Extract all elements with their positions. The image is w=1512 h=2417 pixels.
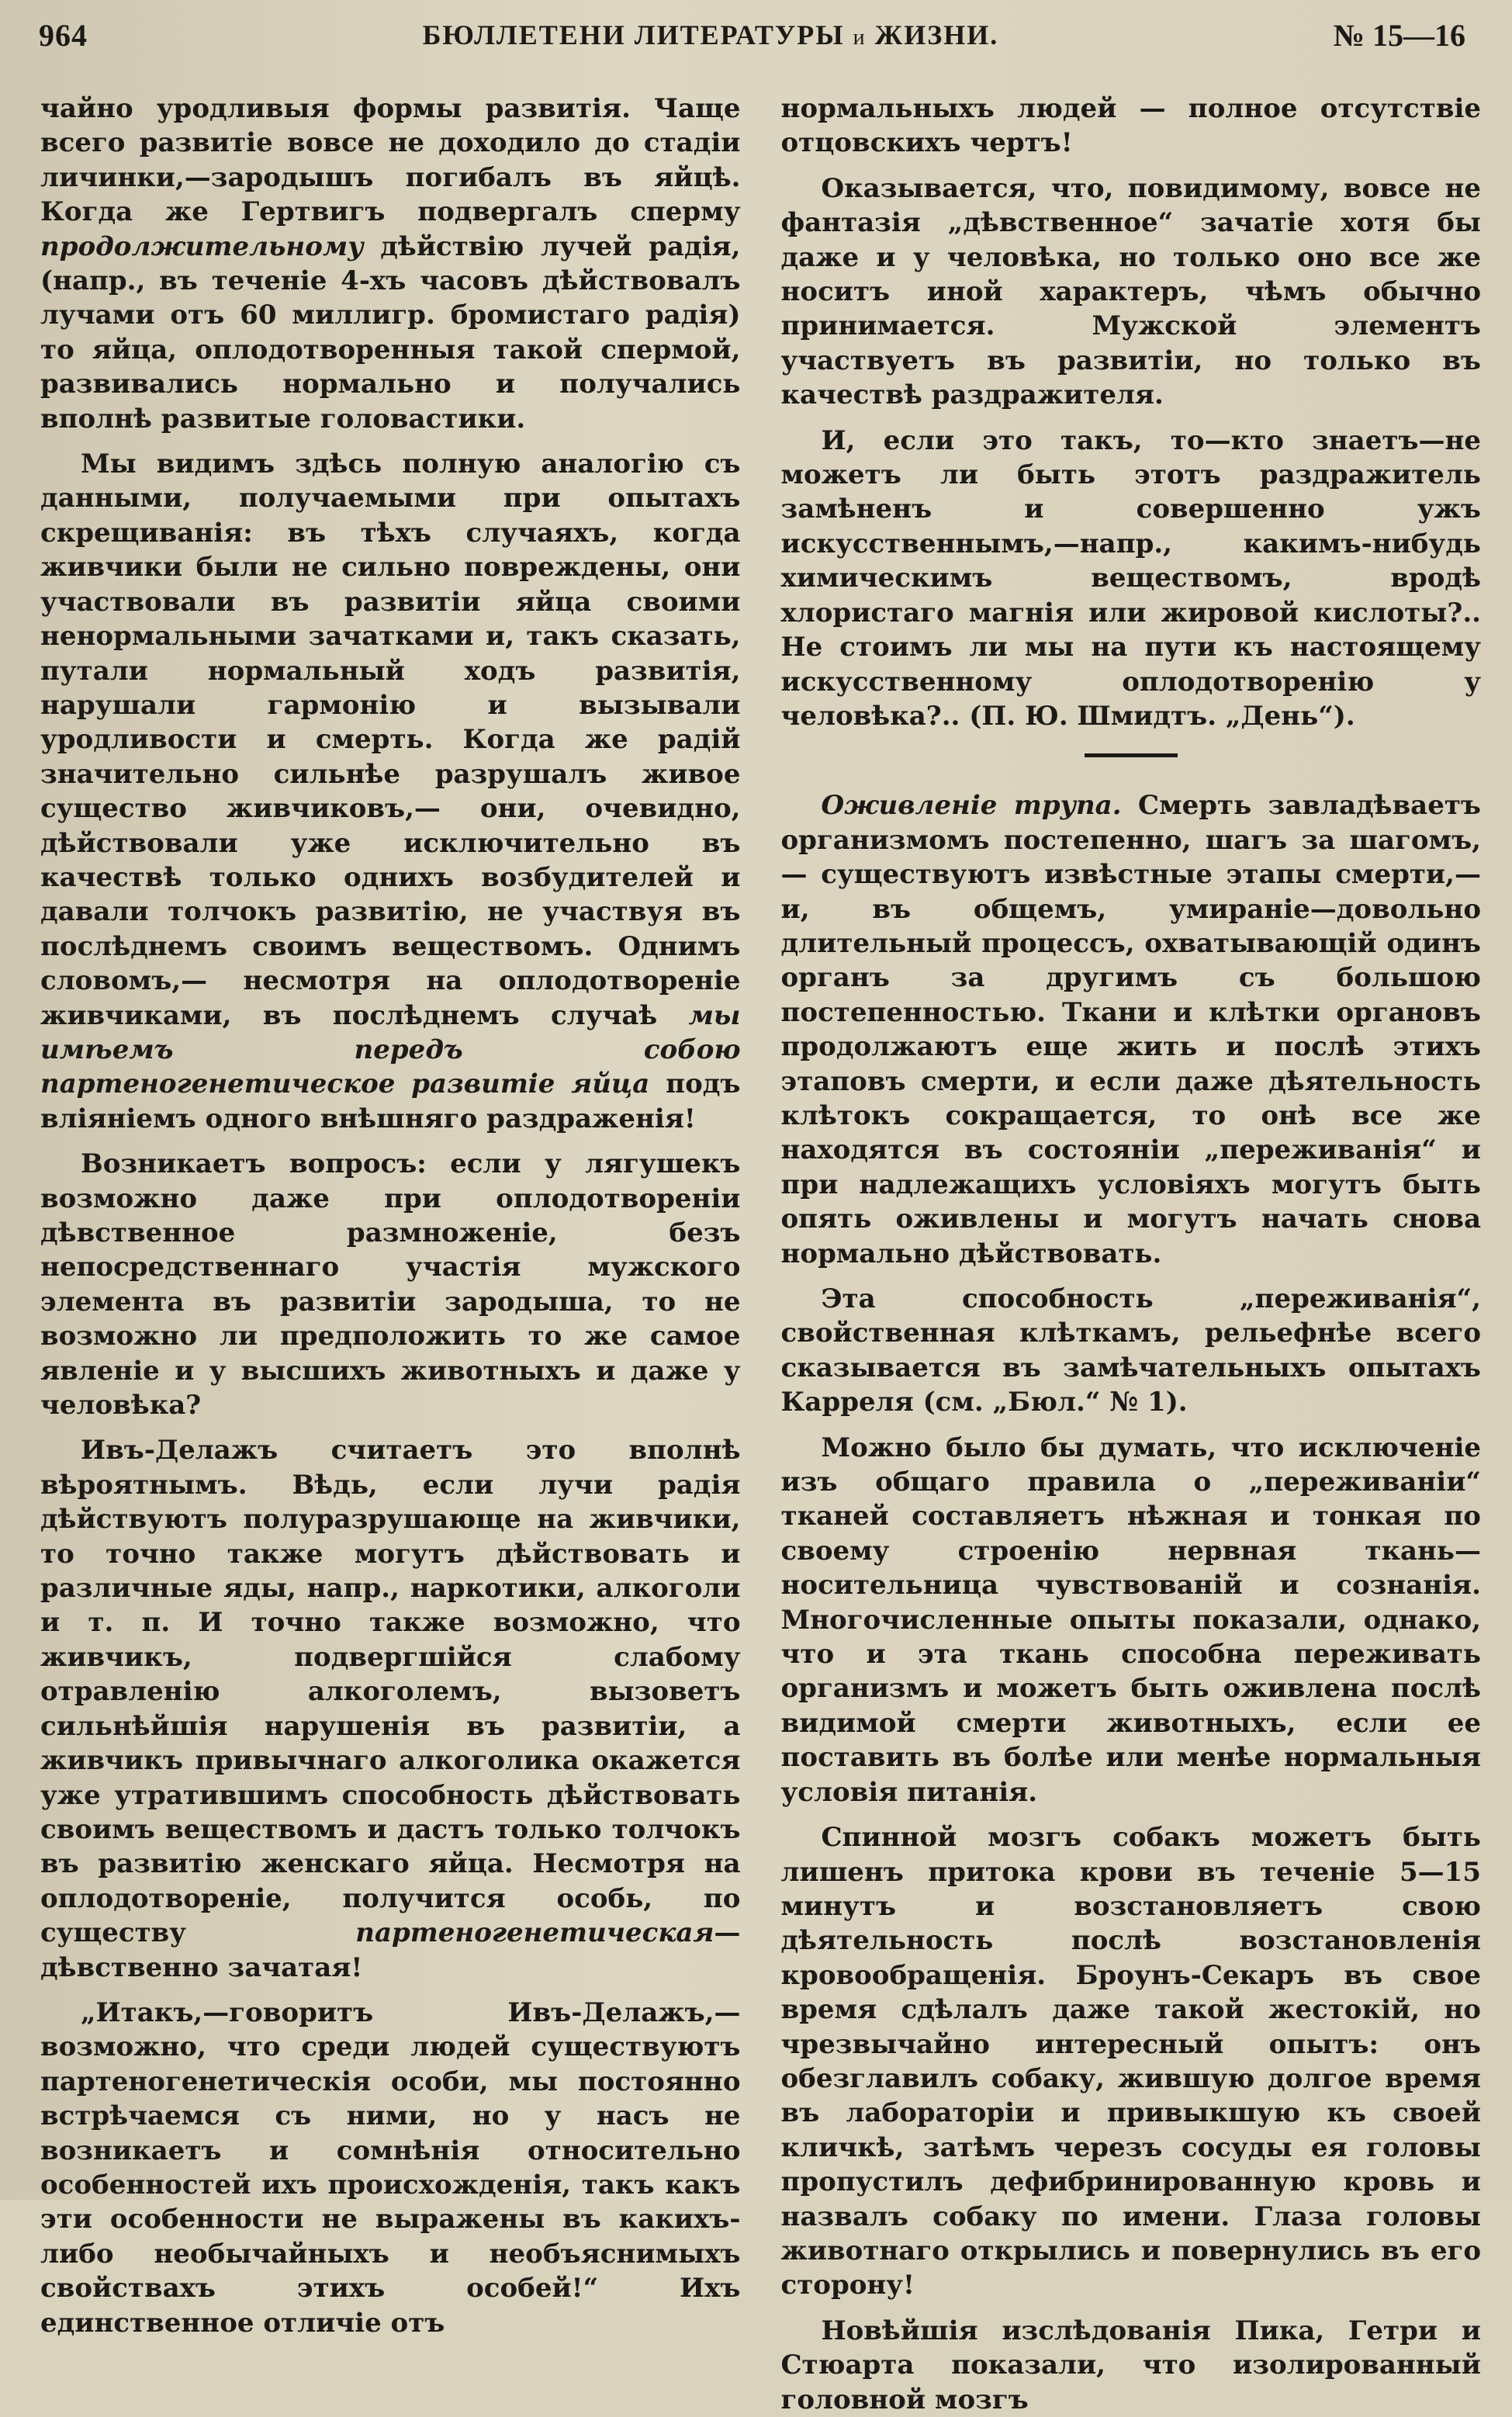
right-paragraph-2: Оказывается, что, повидимому, вовсе не фантазія „дѣвственное“ зачатіе хотя бы даже и у человѣка, но только оно все же носитъ иной характеръ, чѣмъ обычно принимается. Мужской элементъ участвуетъ въ развитіи, но только въ качествѣ раздражителя. bbox=[780, 172, 1481, 411]
text-columns bbox=[40, 92, 1481, 2415]
left-paragraph-2 bbox=[40, 447, 741, 1136]
left-p1-text: чайно уродливыя формы развитія. Чаще всего развитіе вовсе не доходило до стадіи личинки,—зародышъ погибалъ въ яйцѣ. Когда же Гертвигъ подвергалъ сперму bbox=[40, 93, 741, 228]
right-p4-text: Смерть завладѣваетъ организмомъ постепенно, шагъ за шагомъ,— существуютъ извѣстные этапы смерти,—и, въ общемъ, умираніе—довольно длительный процессъ, охватывающій одинъ органъ за другимъ съ большою постепенностью. Ткани и клѣтки органовъ продолжаютъ еще жить и послѣ этихъ этаповъ смерти, и если даже дѣятельность клѣтокъ сокращается, то онѣ все же находятся въ состояніи „переживанія“ и при надлежащихъ условіяхъ могутъ быть опять оживлены и могутъ начать снова нормально дѣйствовать. bbox=[780, 790, 1481, 1269]
left-p1-emphasis: продолжительному bbox=[40, 230, 364, 262]
issue-number: № 15—16 bbox=[1333, 17, 1465, 53]
left-p1-text-end: дѣйствію лучей радія, (напр., въ теченіе 4-хъ часовъ дѣйствовалъ лучами отъ 60 миллигр. бромистаго радія) то яйца, оплодотворенныя такой спермой, развивались нормально и получались вполнѣ развитые головастики. bbox=[40, 230, 741, 435]
right-paragraph-8: Новѣйшія изслѣдованія Пика, Гетри и Стюарта показали, что изолированный головной мозгъ bbox=[780, 2315, 1481, 2415]
left-p4-text: Ивъ-Делажъ считаетъ это вполнѣ вѣроятнымъ. Вѣдь, если лучи радія дѣйствуютъ полуразрушающе на живчики, то точно также могутъ дѣйствовать и различные яды, напр., наркотики, алкоголи и т. п. И точно также возможно, что живчикъ, подвергшійся слабому отравленію алкоголемъ, вызоветъ сильнѣйшія нарушенія въ развитіи, а живчикъ привычнаго алкоголика окажется уже утратившимъ способность дѣйствовать своимъ веществомъ и дастъ только толчокъ въ развитію женскаго яйца. Несмотря на оплодотвореніе, получится особь, по существу bbox=[40, 1435, 741, 1949]
right-paragraph-1: нормальныхъ людей — полное отсутствіе отцовскихъ чертъ! bbox=[780, 93, 1481, 159]
left-p4-emphasis: партеногенетическая bbox=[355, 1917, 714, 1949]
right-paragraph-4 bbox=[781, 788, 1482, 1271]
left-column bbox=[40, 92, 741, 2339]
page-header bbox=[39, 8, 1465, 62]
section-heading-revival: Оживленіе трупа. bbox=[821, 790, 1122, 822]
right-paragraph-7: Спинной мозгъ собакъ можетъ быть лишенъ притока крови въ теченіе 5—15 минутъ и возстановляетъ свою дѣятельность послѣ возстановленія кровообращенія. Броунъ-Секаръ въ свое время сдѣлалъ даже такой жестокій, но чрезвычайно интересный опытъ: онъ обезглавилъ собаку, жившую долгое время въ лабораторіи и привыкшую къ своей кличкѣ, затѣмъ черезъ сосуды ея головы пропустилъ дефибринированную кровь и назвалъ собаку по имени. Глаза головы животнаго открылись и повернулись въ его сторону! bbox=[780, 1822, 1481, 2301]
right-column bbox=[780, 92, 1482, 2415]
right-paragraph-3: И, если это такъ, то—кто знаетъ—не можетъ ли быть этотъ раздражитель замѣненъ и совершенно ужъ искусственнымъ,—напр., какимъ-нибудь химическимъ веществомъ, вродѣ хлористаго магнія или жировой кислоты?.. Не стоимъ ли мы на пути къ настоящему искусственному оплодотворенію у человѣка?.. (П. Ю. Шмидтъ. „День“). bbox=[780, 424, 1481, 732]
running-title-main: БЮЛЛЕТЕНИ ЛИТЕРАТУРЫ bbox=[422, 19, 845, 50]
page-number: 964 bbox=[39, 17, 88, 53]
left-paragraph-4 bbox=[40, 1433, 741, 1985]
left-paragraph-1 bbox=[40, 92, 741, 436]
left-p2-text-end: подъ вліяніемъ одного внѣшняго раздраженія! bbox=[40, 1068, 741, 1134]
running-title bbox=[423, 19, 999, 51]
section-divider bbox=[1085, 753, 1178, 757]
left-p2-text: Мы видимъ здѣсь полную аналогію съ данными, получаемыми при опытахъ скрещиванія: въ тѣхъ случаяхъ, когда живчики были не сильно повреждены, они участвовали въ развитіи яйца своими ненормальными зачатками и, такъ сказать, путали нормальный ходъ развитія, нарушали гармонію и вызывали уродливости и смерть. Когда же радій значительно сильнѣе разрушалъ живое существо живчиковъ,— они, очевидно, дѣйствовали уже исключительно въ качествѣ только однихъ возбудителей и давали толчокъ развитію, не участвуя въ послѣднемъ своимъ веществомъ. Однимъ словомъ,— несмотря на оплодотвореніе живчиками, въ послѣднемъ случаѣ bbox=[40, 448, 741, 1031]
running-title-end: ЖИЗНИ. bbox=[874, 19, 999, 50]
left-paragraph-3: Возникаетъ вопросъ: если у лягушекъ возможно даже при оплодотвореніи дѣвственное размноженіе, безъ непосредственнаго участія мужского элемента въ развитіи зародыша, то не возможно ли предположить то же самое явленіе и у высшихъ животныхъ и даже у человѣка? bbox=[40, 1148, 741, 1421]
left-p2-emphasis: мы имѣемъ передъ собою партеногенетическое развитіе яйца bbox=[40, 999, 741, 1100]
left-paragraph-5: „Итакъ,—говоритъ Ивъ-Делажъ,—возможно, что среди людей существуютъ партеногенетическія особи, мы постоянно встрѣчаемся съ ними, но у насъ не возникаетъ и сомнѣнія относительно особенностей ихъ происхожденія, такъ какъ эти особенности не выражены въ какихъ-либо необычайныхъ и необъяснимыхъ свойствахъ этихъ особей!“ Ихъ единственное отличіе отъ bbox=[40, 1996, 741, 2339]
right-paragraph-6: Можно было бы думать, что исключеніе изъ общаго правила о „переживаніи“ тканей составляетъ нѣжная и тонкая по своему строенію нервная ткань—носительница чувствованій и сознанія. Многочисленные опыты показали, однако, что и эта ткань способна переживать организмъ и можетъ быть оживлена послѣ видимой смерти животныхъ, если ее поставить въ болѣе или менѣе нормальныя условія питанія. bbox=[780, 1432, 1481, 1808]
left-p4-text-end: —дѣвственно зачатая! bbox=[40, 1917, 741, 1983]
right-paragraph-5: Эта способность „переживанія“, свойственная клѣткамъ, рельефнѣе всего сказывается въ замѣчательныхъ опытахъ Карреля (см. „Бюл.“ № 1). bbox=[780, 1283, 1481, 1418]
running-title-and: и bbox=[853, 26, 867, 50]
